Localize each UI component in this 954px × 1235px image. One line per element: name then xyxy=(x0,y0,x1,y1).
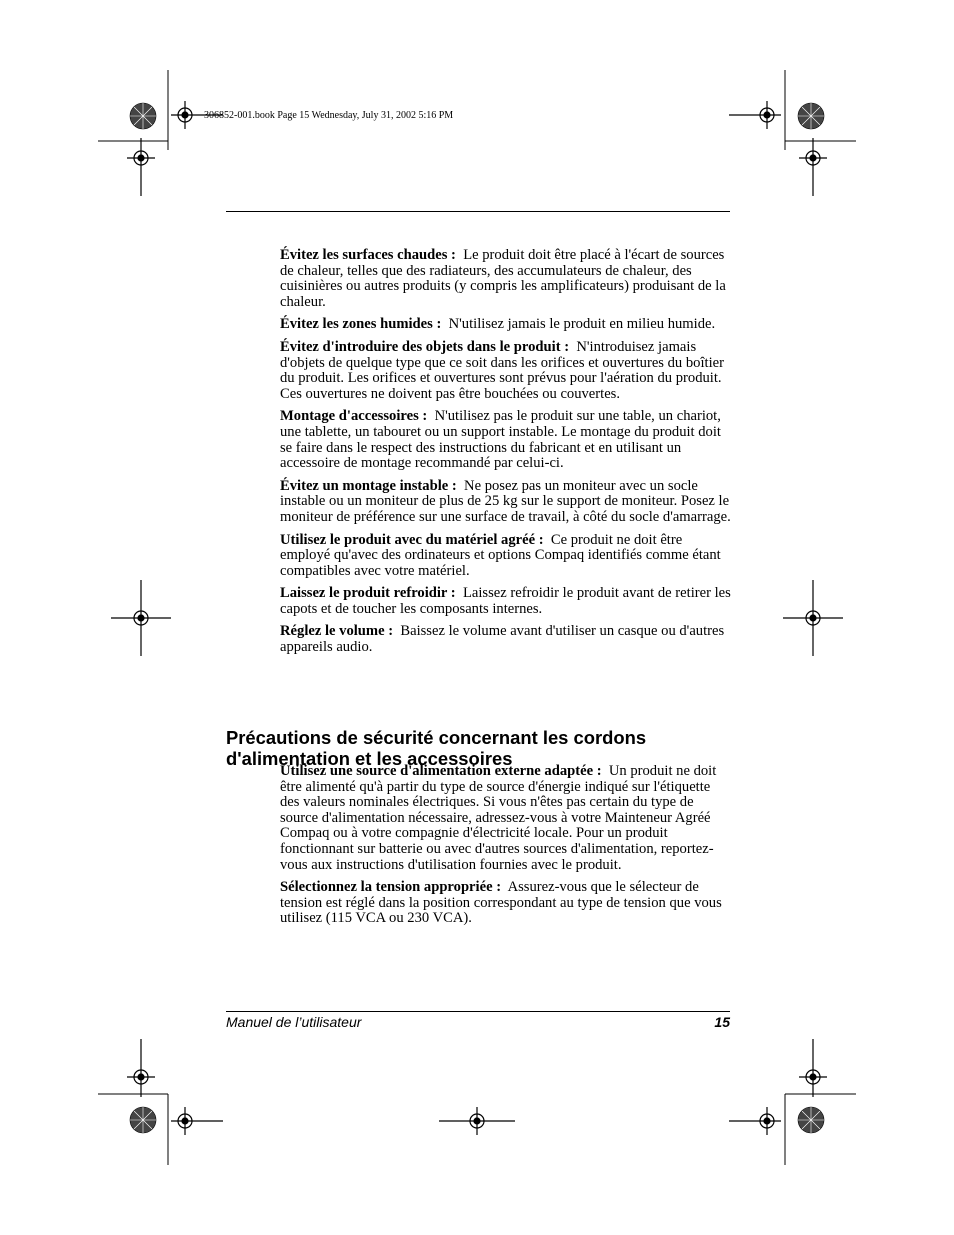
paragraph xyxy=(280,624,732,655)
footer-title: Manuel de l’utilisateur xyxy=(226,1014,362,1030)
paragraph-lead: Réglez le volume : xyxy=(280,623,394,640)
paragraph xyxy=(280,479,732,526)
print-slug: 306852-001.book Page 15 Wednesday, July 31, 2002 5:16 PM xyxy=(204,110,454,121)
paragraph xyxy=(280,409,732,471)
paragraph-text: N'utilisez jamais le produit en milieu humide. xyxy=(448,316,716,333)
paragraph-lead: Évitez d'introduire des objets dans le produit : xyxy=(280,338,570,355)
paragraph-text: Le produit doit être placé à l'écart de sources de chaleur, telles que des radiateurs, des accumulateurs de chaleur, des cuisinières ou autres produits (y compris les amplificateurs) produisant de la chaleur. xyxy=(280,247,726,310)
header-rule xyxy=(226,211,730,212)
paragraph-lead: Évitez un montage instable : xyxy=(280,477,457,494)
paragraph-lead: Laissez le produit refroidir : xyxy=(280,585,456,602)
paragraph-text: Un produit ne doit être alimenté qu'à partir du type de source d'énergie indiqué sur l'étiquette des valeurs nominales électriques. Si vous n'êtes pas certain du type de source d'alimentation nécessaire, adressez-vous à votre Mainteneur Agréé Compaq ou à votre compagnie d'électricité locale. Pour un produit fonctionnant sur batterie ou avec d'autres sources d'alimentation, reportez-vous aux instructions d'utilisation fournies avec le produit. xyxy=(280,763,717,873)
paragraph-text: Ne posez pas un moniteur avec un socle instable ou un moniteur de plus de 25 kg sur le support de moniteur. Posez le moniteur de préférence sur une surface de travail, à côté du socle d'amarrage. xyxy=(280,477,731,525)
paragraph xyxy=(280,586,732,617)
paragraph xyxy=(280,533,732,580)
power-cord-list xyxy=(280,764,732,934)
paragraph xyxy=(280,764,732,873)
paragraph-text: Baissez le volume avant d'utiliser un casque ou d'autres appareils audio. xyxy=(280,623,725,656)
safety-list xyxy=(280,248,732,663)
paragraph xyxy=(280,248,732,310)
paragraph xyxy=(280,880,732,927)
paragraph-lead: Utilisez une source d'alimentation externe adaptée : xyxy=(280,763,602,779)
paragraph-text: N'introduisez jamais d'objets de quelque type que ce soit dans les orifices et ouvertures du boîtier du produit. Les orifices et ouvertures sont prévus pour l'aération du produit. Ces ouvertures ne doivent pas être bouchées ou couvertes. xyxy=(280,338,724,402)
paragraph-lead: Montage d'accessoires : xyxy=(280,408,428,425)
paragraph xyxy=(280,317,732,333)
paragraph-lead: Évitez les zones humides : xyxy=(280,316,442,333)
paragraph-text: Ce produit ne doit être employé qu'avec des ordinateurs et options Compaq identifiés comme étant compatibles avec votre matériel. xyxy=(280,531,721,579)
paragraph-lead: Sélectionnez la tension appropriée : xyxy=(280,879,502,896)
section-heading: Précautions de sécurité concernant les cordons d'alimentation et les accessoires xyxy=(226,727,647,770)
paragraph xyxy=(280,340,732,402)
footer-rule xyxy=(226,1011,730,1012)
page-number: 15 xyxy=(714,1014,730,1030)
paragraph-text: N'utilisez pas le produit sur une table, un chariot, une tablette, un tabouret ou un support instable. Le montage du produit doit se faire dans le respect des instructions du fabricant et en utilisant un accessoire de montage recommandé par celui-ci. xyxy=(280,408,721,472)
paragraph-text: Assurez-vous que le sélecteur de tension est réglé dans la position correspondant au type de tension que vous utilisez (115 VCA ou 230 VCA). xyxy=(280,879,722,927)
paragraph-lead: Évitez les surfaces chaudes : xyxy=(280,247,456,263)
paragraph-text: Laissez refroidir le produit avant de retirer les capots et de toucher les composants internes. xyxy=(280,585,731,617)
paragraph-lead: Utilisez le produit avec du matériel agréé : xyxy=(280,531,544,548)
